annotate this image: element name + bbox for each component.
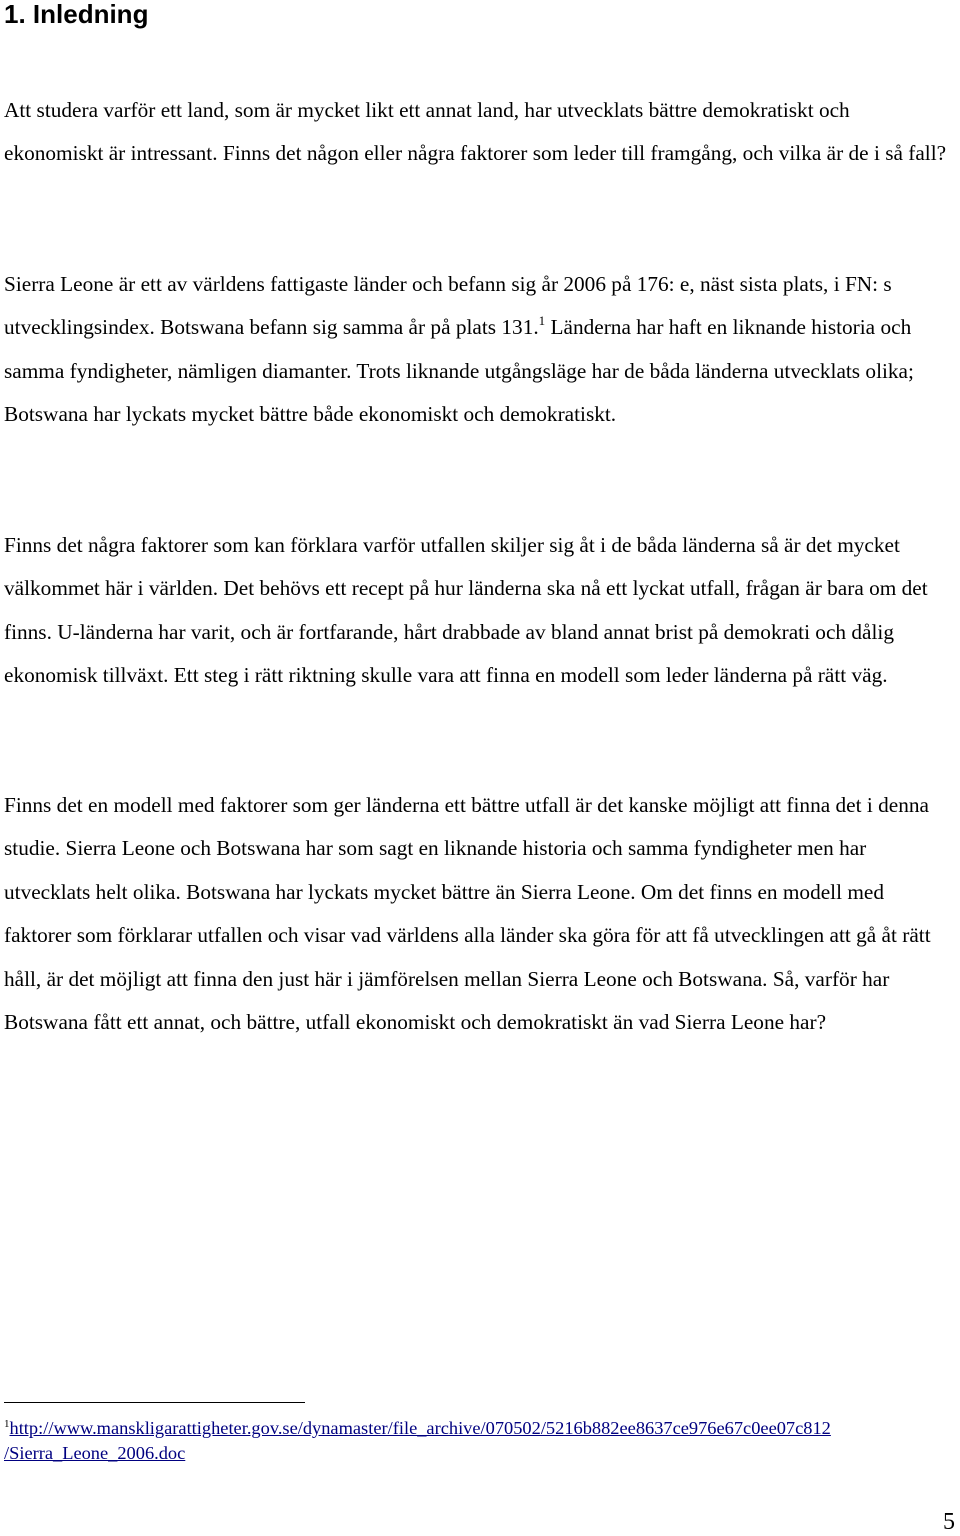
paragraph-3: Finns det några faktorer som kan förklara varför utfallen skiljer sig åt i de båda länderna så är det mycket välkommet här i världen. Det behövs ett recept på hur länderna ska nå ett lyckat utfall, frågan är bara om det finns. U-länderna har varit, och är fortfarande, hårt drabbade av bland annat brist på demokrati och dålig ekonomisk tillväxt. Ett steg i rätt riktning skulle vara att finna en modell som leder länderna på rätt väg.: [4, 533, 928, 688]
footnote-link-line-1[interactable]: http://www.manskligarattigheter.gov.se/dynamaster/file_archive/070502/5216b882ee8637ce976e67c0ee07c812: [9, 1418, 831, 1438]
paragraph-2: [4, 263, 954, 437]
page-number: 5: [943, 1509, 955, 1535]
footnote: [4, 1416, 959, 1466]
footnote-marker: 1: [4, 1418, 10, 1430]
paragraph-2-text-b: Länderna har haft en liknande historia och samma fyndigheter, nämligen diamanter. Trots liknande utgångsläge har de båda länderna utvecklats olika; Botswana har lyckats mycket bättre både ekonomiskt och demokratiskt.: [4, 315, 914, 427]
footnote-separator: [4, 1402, 305, 1403]
paragraph-2-text-a: Sierra Leone är ett av världens fattigaste länder och befann sig år 2006 på 176: e, näst sista plats, i FN: s utvecklingsindex. Botswana befann sig samma år på plats 131.: [4, 272, 892, 340]
paragraph-1: Att studera varför ett land, som är mycket likt ett annat land, har utvecklats bättre demokratiskt och ekonomiskt är intressant. Finns det någon eller några faktorer som leder till framgång, och vilka är de i så fall?: [4, 98, 947, 166]
footnote-reference: 1: [538, 313, 546, 329]
section-heading: 1. Inledning: [4, 0, 149, 29]
paragraph-4: Finns det en modell med faktorer som ger länderna ett bättre utfall är det kanske möjligt att finna det i denna studie. Sierra Leone och Botswana har som sagt en liknande historia och samma fyndigheter men har utvecklats helt olika. Botswana har lyckats mycket bättre än Sierra Leone. Om det finns en modell med faktorer som förklarar utfallen och visar vad världens alla länder ska göra för att få utvecklingen att gå åt rätt håll, är det möjligt att finna den just här i jämförelsen mellan Sierra Leone och Botswana. Så, varför har Botswana fått ett annat, och bättre, utfall ekonomiskt och demokratiskt än vad Sierra Leone har?: [4, 793, 931, 1035]
footnote-link-line-2[interactable]: /Sierra_Leone_2006.doc: [4, 1443, 186, 1463]
